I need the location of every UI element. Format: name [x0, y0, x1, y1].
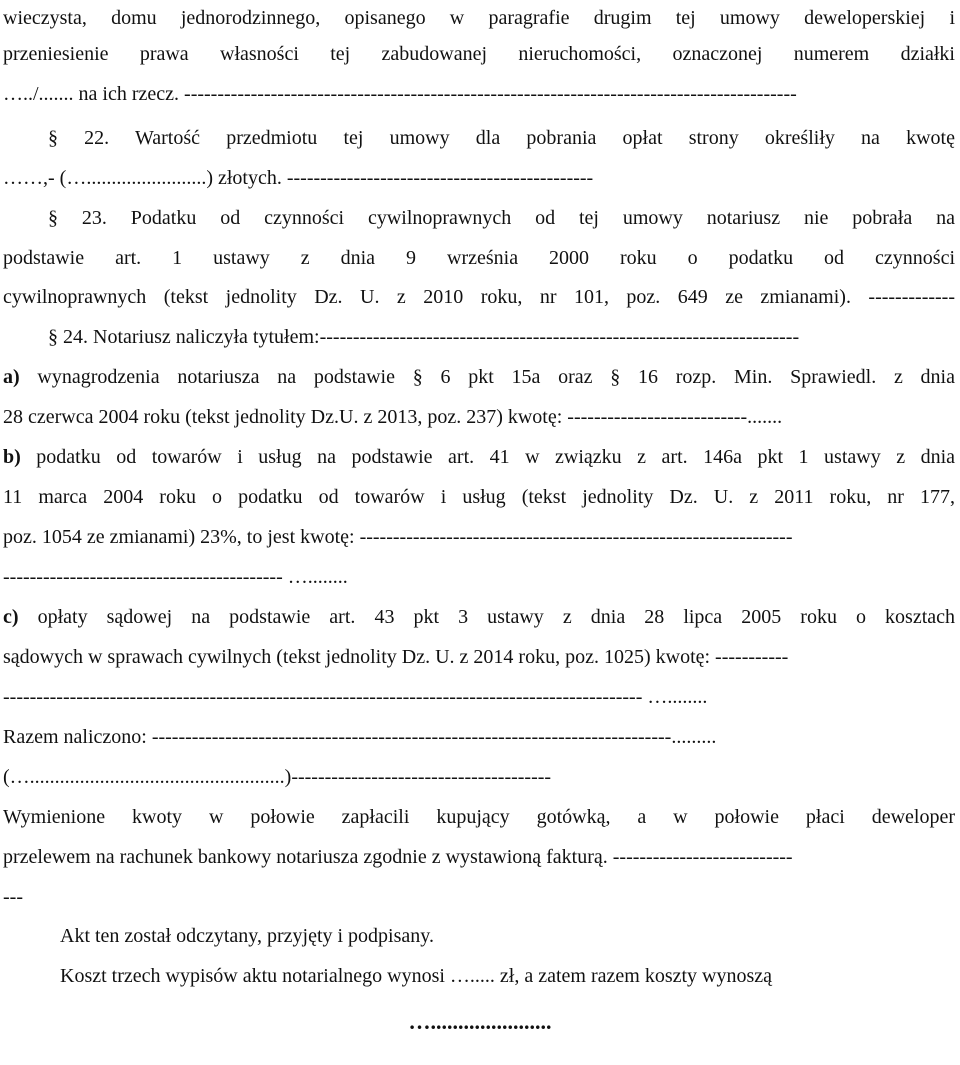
list-item-a: [3, 363, 955, 391]
text-line: 11 marca 2004 roku o podatku od towarów i usług (tekst jednolity Dz. U. z 2011 roku, nr 177,: [3, 486, 955, 508]
text-line: ---: [3, 886, 23, 908]
text-line: Wymienione kwoty w połowie zapłacili kupujący gotówką, a w połowie płaci deweloper: [3, 806, 955, 828]
section-23: § 23. Podatku od czynności cywilnoprawnych od tej umowy notariusz nie pobrała na: [48, 207, 955, 229]
text-line: poz. 1054 ze zmianami) 23%, to jest kwotę: -----------------------------------------------------------------: [3, 526, 793, 548]
text-line: …../....... na ich rzecz. --------------------------------------------------------------------------------------------: [3, 83, 797, 105]
text-line: przeniesienie prawa własności tej zabudowanej nieruchomości, oznaczonej numerem działki: [3, 43, 955, 65]
list-item-b: [3, 443, 955, 471]
list-marker: a): [3, 366, 20, 388]
section-24: § 24. Notariusz naliczyła tytułem:------------------------------------------------------------------------: [48, 326, 800, 348]
list-item-text: podatku od towarów i usług na podstawie art. 41 w związku z art. 146a pkt 1 ustawy z dnia: [36, 446, 955, 468]
list-item-text: opłaty sądowej na podstawie art. 43 pkt 3 ustawy z dnia 28 lipca 2005 roku o kosztach: [37, 606, 955, 628]
list-item-text: wynagrodzenia notariusza na podstawie § 6 pkt 15a oraz § 16 rozp. Min. Sprawiedl. z dnia: [37, 366, 955, 388]
text-line: ------------------------------------------------------------------------------------------------ …........: [3, 686, 708, 708]
cost-statement: Koszt trzech wypisów aktu notarialnego wynosi …..... zł, a zatem razem koszty wynoszą: [60, 965, 773, 987]
total-cost-placeholder: …......................: [408, 1009, 552, 1034]
text-line: sądowych w sprawach cywilnych (tekst jednolity Dz. U. z 2014 roku, poz. 1025) kwotę: -----------: [3, 646, 789, 668]
text-line: podstawie art. 1 ustawy z dnia 9 września 2000 roku o podatku od czynności: [3, 247, 955, 269]
list-marker: c): [3, 606, 19, 628]
text-line: 28 czerwca 2004 roku (tekst jednolity Dz.U. z 2013, poz. 237) kwotę: ---------------------------.......: [3, 406, 783, 428]
text-line: wieczysta, domu jednorodzinnego, opisanego w paragrafie drugim tej umowy deweloperskiej i: [3, 7, 955, 29]
text-line: cywilnoprawnych (tekst jednolity Dz. U. z 2010 roku, nr 101, poz. 649 ze zmianami). -------------: [3, 286, 955, 308]
text-line: ……,- (…........................) złotych. ----------------------------------------------: [3, 167, 594, 189]
text-line: (…...................................................)---------------------------------------: [3, 766, 552, 788]
text-line: przelewem na rachunek bankowy notariusza zgodnie z wystawioną fakturą. ---------------------------: [3, 846, 793, 868]
list-marker: b): [3, 446, 21, 468]
closing-statement: Akt ten został odczytany, przyjęty i podpisany.: [60, 925, 434, 947]
total-line: Razem naliczono: ------------------------------------------------------------------------------.........: [3, 726, 717, 748]
list-item-c: [3, 603, 955, 631]
section-22: § 22. Wartość przedmiotu tej umowy dla pobrania opłat strony określiły na kwotę: [48, 127, 955, 149]
text-line: ------------------------------------------ …........: [3, 566, 348, 588]
